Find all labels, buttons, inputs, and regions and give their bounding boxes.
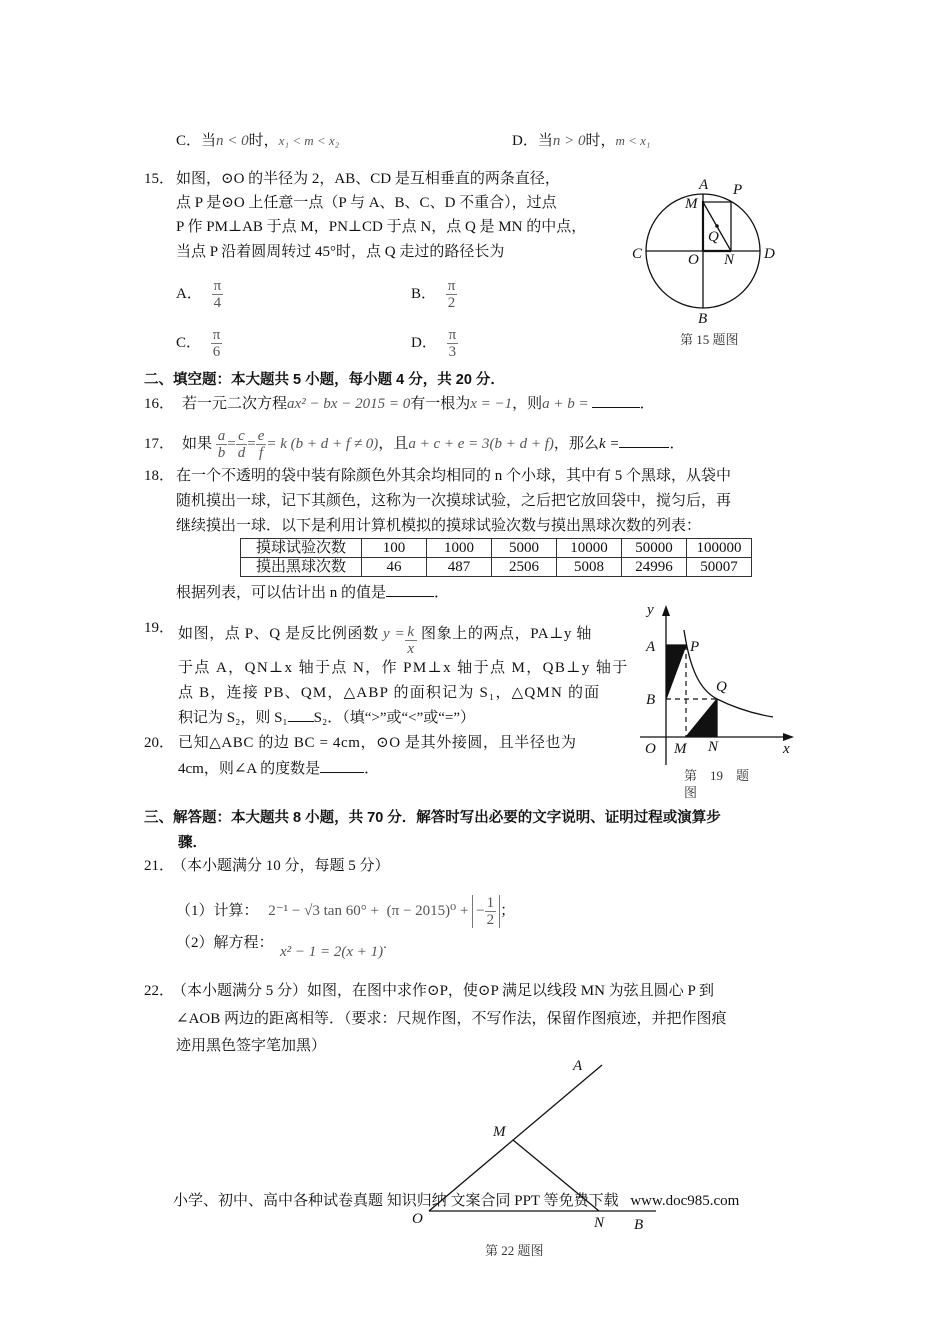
axis-label-y: y — [647, 602, 654, 618]
fraction-numerator: c — [238, 428, 245, 444]
fraction-denominator: 2 — [446, 294, 458, 311]
fraction-numerator: π — [447, 278, 456, 294]
question-21-part-2-label: （2）解方程： — [176, 935, 274, 951]
question-text: ，则 — [512, 396, 543, 412]
row-header: 摸球试验次数 — [241, 539, 362, 558]
option-text: 时， — [248, 133, 279, 149]
table-cell: 100000 — [687, 539, 752, 558]
label-n: N — [708, 739, 719, 755]
label-a: A — [646, 639, 656, 655]
period: . — [383, 936, 387, 952]
question-number: 18． — [144, 468, 175, 484]
table-cell: 487 — [427, 558, 492, 577]
label-o: O — [645, 741, 656, 757]
equation: ax² − bx − 2015 = 0 — [287, 396, 411, 412]
question-line: 迹用黑色签字笔加黑） — [176, 1038, 327, 1054]
question-line: 在一个不透明的袋中装有除颜色外其余均相同的 n 个小球，其中有 5 个黑球，从袋中 — [176, 468, 732, 484]
question-number: 15． — [144, 171, 175, 187]
function-lhs: y = — [383, 625, 406, 642]
fraction-denominator: 3 — [447, 343, 459, 360]
table-cell: 5000 — [492, 539, 557, 558]
label-b: B — [646, 692, 656, 708]
question-number: 19． — [144, 620, 175, 636]
option-label: B． — [411, 285, 437, 302]
question-number: 22． — [144, 983, 175, 999]
option-label: A． — [176, 285, 202, 302]
question-text: S₂．（填“>”或“<”或“=”） — [313, 710, 476, 726]
fraction-numerator: π — [448, 327, 457, 343]
fraction-numerator: 1 — [486, 895, 495, 911]
equation: x² − 1 = 2(x + 1) — [280, 944, 384, 960]
question-number: 17． — [144, 435, 175, 452]
caption-line: 图 — [684, 785, 698, 800]
label-a: A — [573, 1058, 583, 1074]
label-p: P — [690, 639, 700, 655]
table-cell: 100 — [362, 539, 427, 558]
option-expression: x₁ < m < x₂ — [278, 133, 340, 148]
given-equation: a + c + e = 3(b + d + f) — [408, 435, 554, 452]
label-b: B — [634, 1217, 644, 1233]
label-o: O — [688, 252, 699, 268]
fraction-numerator: π — [213, 278, 222, 294]
row-header: 摸出黑球次数 — [241, 558, 362, 577]
watermark-link[interactable]: www.doc985.com — [630, 1193, 740, 1209]
condition: (b + d + f ≠ 0) — [290, 435, 379, 452]
fraction-denominator: b — [217, 445, 226, 461]
target-expression: a + b = — [542, 396, 589, 412]
option-condition: n < 0 — [216, 133, 249, 149]
watermark-text: 小学、初中、高中各种试卷真题 知识归纳 文案合同 PPT 等免费下载 — [173, 1193, 619, 1209]
label-m: M — [674, 741, 687, 757]
question-text: 积记为 S₂，则 S₁ — [178, 710, 288, 726]
period: ． — [434, 585, 450, 601]
question-text: 若一元二次方程 — [182, 396, 288, 412]
table-cell: 2506 — [492, 558, 557, 577]
question-text: 如图，点 P、Q 是反比例函数 — [178, 625, 379, 642]
fraction-denominator: 2 — [486, 912, 495, 928]
question-text: 4cm，则∠A 的度数是 — [178, 761, 321, 777]
fraction-numerator: π — [212, 327, 221, 343]
question-line: 当点 P 沿着圆周转过 45°时，点 Q 走过的路径长为 — [176, 244, 505, 260]
period: ． — [669, 435, 685, 452]
question-text: 图象上的两点，PA⊥y 轴 — [421, 625, 592, 642]
section-2-heading: 二、填空题：本大题共 5 小题，每小题 4 分，共 20 分． — [144, 372, 505, 388]
caption-line: 第 19 题 — [684, 768, 750, 783]
table-cell: 5008 — [557, 558, 622, 577]
question-line: 如图，⊙O 的半径为 2，AB、CD 是互相垂直的两条直径， — [176, 171, 560, 187]
label-m: M — [685, 196, 698, 212]
table-cell: 50007 — [687, 558, 752, 577]
option-text: 当 — [537, 133, 553, 149]
question-line: ∠AOB 两边的距离相等．（要求：尺规作图，不写作法，保留作图痕迹，并把作图痕 — [176, 1011, 727, 1027]
option-text: 当 — [201, 133, 217, 149]
part-label: （1）计算： — [176, 902, 259, 919]
question-text: 如果 — [182, 435, 213, 452]
expression: 2⁻¹ − √3 tan 60° + — [268, 902, 379, 919]
period: ． — [364, 761, 380, 777]
fraction-denominator: 4 — [212, 294, 224, 311]
question-line: 于点 A，QN⊥x 轴于点 N，作 PM⊥x 轴于点 M，QB⊥y 轴于 — [178, 660, 629, 676]
axis-label-x: x — [783, 741, 790, 757]
option-label: C． — [176, 334, 202, 351]
question-number: 16． — [144, 396, 175, 412]
option-label: C． — [176, 133, 202, 149]
label-d: D — [764, 246, 775, 262]
question-text: 有一根为 — [410, 396, 471, 412]
root-value: x = −1 — [470, 396, 513, 412]
question-line: P 作 PM⊥AB 于点 M，PN⊥CD 于点 N，点 Q 是 MN 的中点， — [176, 219, 587, 235]
table-cell: 1000 — [427, 539, 492, 558]
label-b: B — [698, 311, 708, 327]
label-n: N — [724, 252, 735, 268]
option-expression: m < x₁ — [615, 133, 651, 148]
label-n: N — [594, 1215, 605, 1231]
label-o: O — [412, 1211, 423, 1227]
option-text: 时， — [585, 133, 616, 149]
label-q: Q — [708, 229, 719, 245]
expression: (π − 2015)⁰ + — [386, 902, 469, 919]
question-intro: （本小题满分 10 分，每题 5 分） — [172, 858, 390, 874]
fraction-denominator: d — [237, 445, 246, 461]
table-cell: 50000 — [622, 539, 687, 558]
label-p: P — [733, 182, 743, 198]
section-3-heading-line1: 三、解答题：本大题共 8 小题，共 70 分．解答时写出必要的文字说明、证明过程或演算步 — [144, 810, 721, 826]
period: ． — [639, 396, 655, 412]
figure-22-caption: 第 22 题图 — [485, 1243, 544, 1258]
question-17: 17． 如果 $\frac{a}{b}$ = $\frac{c}{d}$ = $\frac{e}{f}$ = k (b + d + f ≠ 0)，且a + c + e = 3(b + d + f)，那么k = ． — [144, 428, 685, 461]
question-line: 随机摸出一球，记下其颜色，这称为一次摸球试验，之后把它放回袋中，搅匀后，再 — [176, 493, 732, 509]
question-line: 继续摸出一球．以下是利用计算机模拟的摸球试验次数与摸出黑球次数的列表： — [176, 518, 702, 534]
fraction-numerator: k — [407, 624, 415, 640]
label-m: M — [493, 1124, 506, 1140]
table-cell: 10000 — [557, 539, 622, 558]
target-expression: k = — [598, 435, 620, 452]
question-line: 已知△ABC 的边 BC = 4cm，⊙O 是其外接圆，且半径也为 — [178, 735, 577, 751]
figure-15-caption: 第 15 题图 — [680, 332, 739, 347]
fraction-numerator: e — [257, 428, 265, 444]
ratio-k: = k — [266, 435, 287, 452]
watermark-footer — [173, 1191, 739, 1211]
option-label: D． — [512, 133, 538, 149]
fraction-numerator: a — [217, 428, 226, 444]
semicolon: ； — [500, 902, 516, 919]
fraction-denominator: f — [256, 444, 267, 461]
fraction-denominator: x — [407, 641, 415, 657]
question-text: 根据列表，可以估计出 n 的值是 — [176, 585, 387, 601]
question-line: 点 B，连接 PB、QM，△ABP 的面积记为 S₁，△QMN 的面 — [178, 685, 601, 701]
fraction-denominator: 6 — [211, 343, 223, 360]
question-line: （本小题满分 5 分）如图，在图中求作⊙P，使⊙P 满足以线段 MN 为弦且圆心 P 到 — [172, 983, 714, 999]
question-text: ，那么 — [553, 435, 599, 452]
option-condition: n > 0 — [552, 133, 586, 149]
question-text: ，且 — [378, 435, 409, 452]
label-a: A — [699, 177, 709, 193]
section-3-heading-line2: 骤． — [178, 835, 207, 851]
option-label: D． — [411, 334, 437, 351]
table-cell: 24996 — [622, 558, 687, 577]
question-number: 21． — [144, 858, 175, 874]
label-q: Q — [716, 679, 727, 695]
absolute-value: − $\frac{1}{2}$ — [472, 895, 500, 928]
table-cell: 46 — [362, 558, 427, 577]
question-number: 20． — [144, 735, 175, 751]
label-c: C — [632, 246, 643, 262]
question-line: 点 P 是⊙O 上任意一点（P 与 A、B、C、D 不重合），过点 — [176, 195, 557, 211]
